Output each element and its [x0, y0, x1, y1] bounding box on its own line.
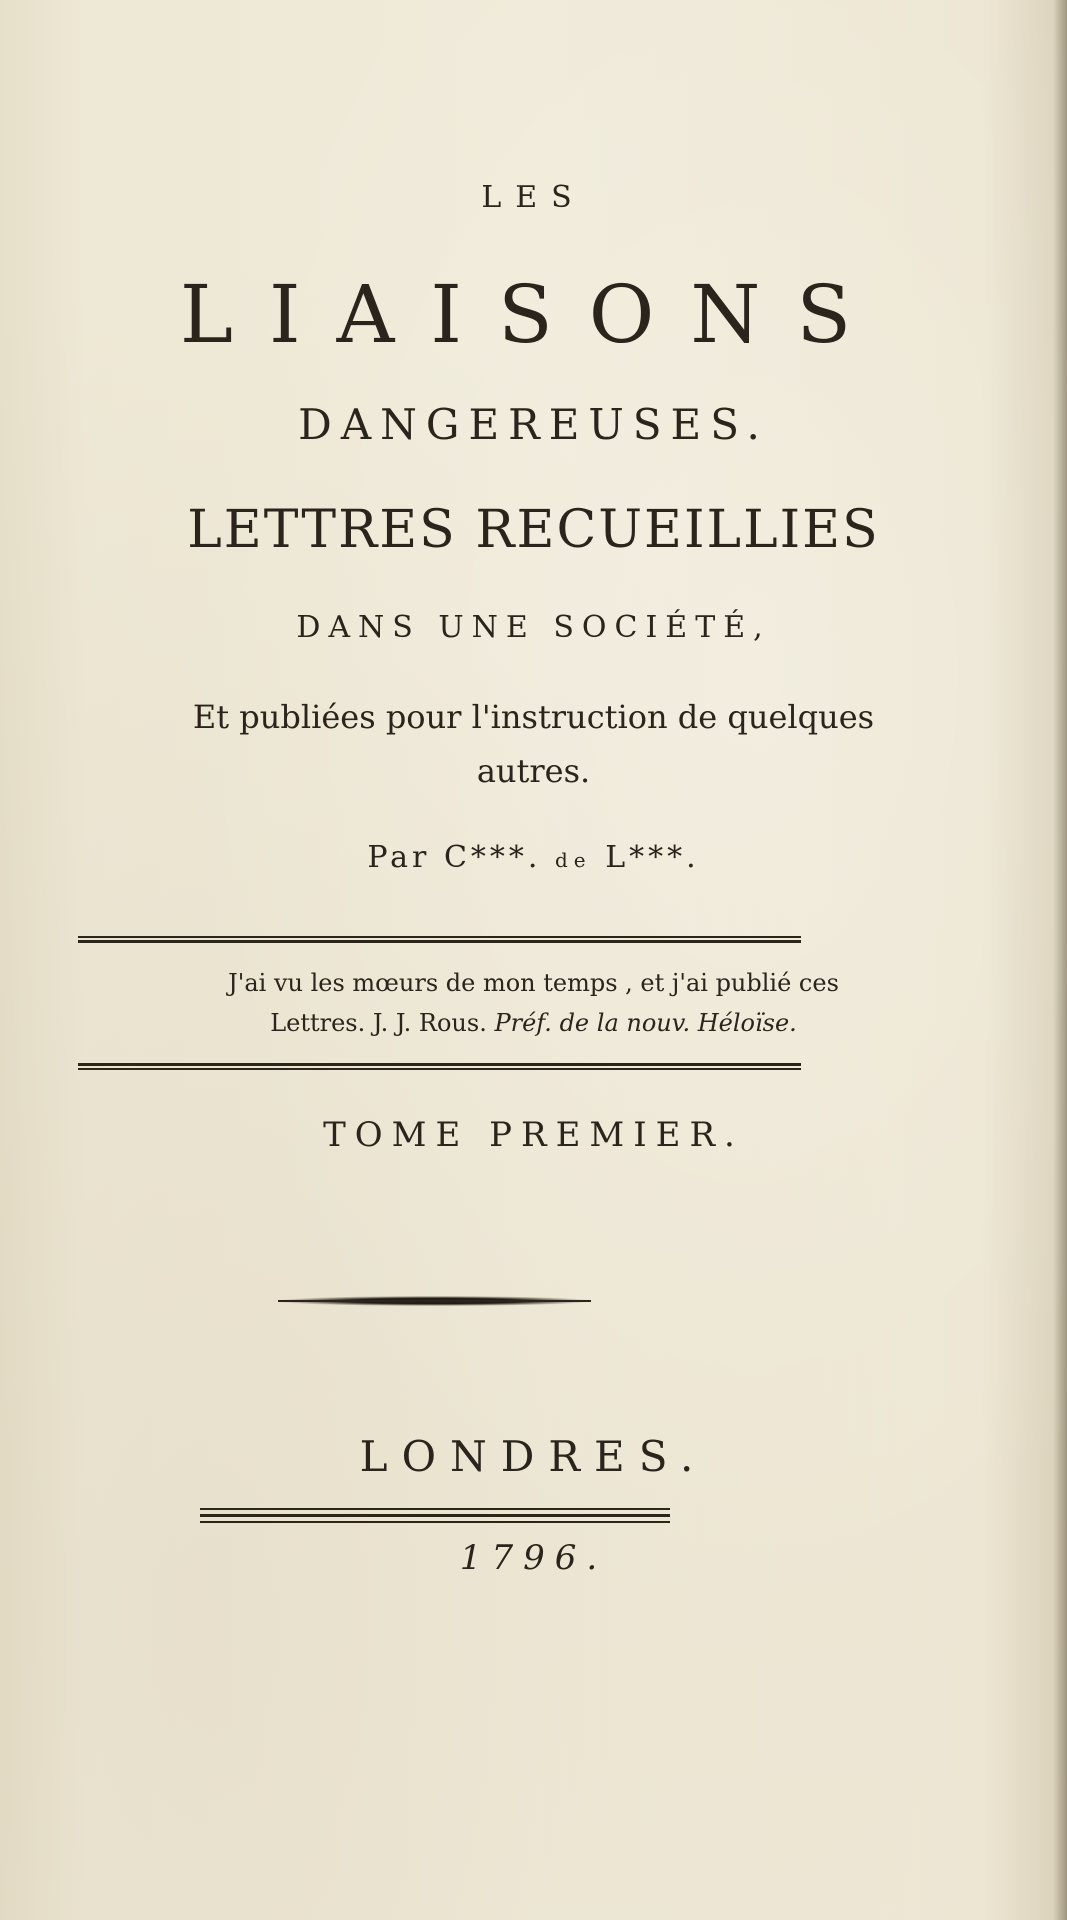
epigraph-line1: J'ai vu les mœurs de mon temps , et j'ai publié ces — [228, 969, 839, 997]
subtitle-dans-une-societe: DANS UNE SOCIÉTÉ, — [296, 610, 771, 645]
epigraph-de-la-nouv: de la nouv. — [551, 1009, 698, 1037]
epigraph-rule-top-thin — [78, 936, 801, 938]
imprint-place: LONDRES. — [359, 1432, 708, 1481]
imprint-year: 1796. — [459, 1538, 608, 1578]
author-de: de — [555, 848, 592, 872]
author-initial-l: L***. — [605, 840, 700, 875]
imprint-rule-3 — [200, 1521, 670, 1523]
epigraph — [0, 963, 1067, 1043]
epigraph-rule-top-thick — [78, 940, 801, 943]
title-liaisons: LIAISONS — [179, 268, 888, 361]
author-par: Par — [367, 840, 431, 875]
subtitle-publiees-line1: Et publiées pour l'instruction de quelques — [192, 698, 875, 736]
volume-label: TOME PREMIER. — [323, 1115, 744, 1155]
epigraph-heloise: Héloïse. — [697, 1009, 797, 1037]
subtitle-lettres-recueillies: LETTRES RECUEILLIES — [187, 500, 880, 560]
imprint-rule-2 — [200, 1514, 670, 1517]
author-line — [0, 840, 1067, 875]
imprint-rule-1 — [200, 1508, 670, 1510]
title-dangereuses: DANGEREUSES. — [298, 400, 769, 449]
ornamental-rule-line — [278, 1300, 591, 1302]
author-initial-c: C***. — [443, 840, 542, 875]
epigraph-rule-bottom-thick — [78, 1063, 801, 1066]
title-les: LES — [481, 180, 586, 215]
subtitle-publiees-line2: autres. — [476, 752, 591, 790]
epigraph-rule-bottom-thin — [78, 1068, 801, 1070]
epigraph-line2-start: Lettres. J. J. Rous. — [270, 1009, 495, 1037]
epigraph-pref: Préf. — [494, 1009, 552, 1037]
